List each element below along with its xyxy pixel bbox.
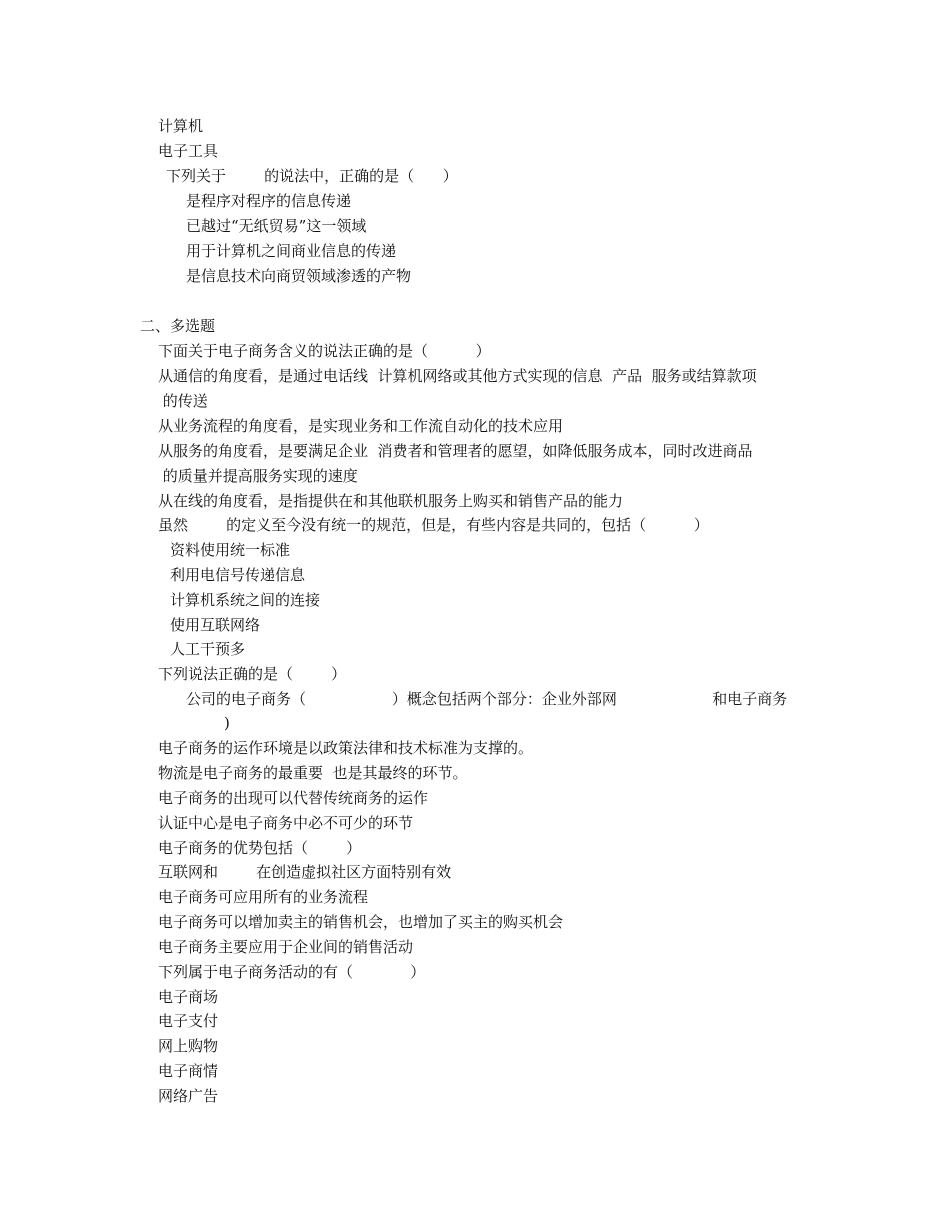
option-text: 人工干预多 bbox=[170, 640, 246, 658]
option-text: 网上购物 bbox=[158, 1037, 219, 1055]
question-text: 下列属于电子商务活动的有（ ） bbox=[158, 963, 426, 981]
option-text-continued: ) bbox=[224, 714, 230, 732]
option-text: 电子商务的出现可以代替传统商务的运作 bbox=[158, 789, 429, 807]
list-item: 计算机 bbox=[158, 117, 204, 135]
option-text-continued: 的质量并提高服务实现的速度 bbox=[158, 467, 358, 485]
option-text: 使用互联网络 bbox=[170, 616, 261, 634]
option-text: 是程序对程序的信息传递 bbox=[186, 192, 352, 210]
option-text: 电子商场 bbox=[158, 988, 219, 1006]
option-text: 从在线的角度看，是指提供在和其他联机服务上购买和销售产品的能力 bbox=[158, 492, 624, 510]
option-text: 已越过“无纸贸易”这一领域 bbox=[186, 217, 367, 235]
option-text: 从通信的角度看，是通过电话线 计算机网络或其他方式实现的信息 产品 服务或结算款项 bbox=[158, 367, 757, 385]
question-text: 下列关于 的说法中，正确的是（ ） bbox=[166, 167, 458, 185]
list-item: 电子工具 bbox=[158, 142, 219, 160]
option-text: 电子商务可应用所有的业务流程 bbox=[158, 888, 369, 906]
option-text: 从业务流程的角度看，是实现业务和工作流自动化的技术应用 bbox=[158, 417, 564, 435]
option-text: 互联网和 在创造虚拟社区方面特别有效 bbox=[158, 863, 452, 881]
section-heading: 二、多选题 bbox=[140, 317, 216, 335]
question-text: 电子商务的优势包括（ ） bbox=[158, 839, 362, 857]
option-text: 物流是电子商务的最重要 也是其最终的环节。 bbox=[158, 764, 468, 782]
option-text: 资料使用统一标准 bbox=[170, 541, 291, 559]
option-text: 计算机系统之间的连接 bbox=[170, 591, 321, 609]
option-text: 利用电信号传递信息 bbox=[170, 566, 306, 584]
option-text-continued: 的传送 bbox=[158, 392, 208, 410]
option-text: 从服务的角度看，是要满足企业 消费者和管理者的愿望，如降低服务成本，同时改进商品 bbox=[158, 442, 753, 460]
question-text: 下列说法正确的是（ ） bbox=[158, 665, 347, 683]
question-text: 虽然 的定义至今没有统一的规范，但是，有些内容是共同的，包括（ ） bbox=[158, 516, 709, 534]
option-text: 网络广告 bbox=[158, 1087, 219, 1105]
option-text: 认证中心是电子商务中必不可少的环节 bbox=[158, 814, 414, 832]
option-text: 公司的电子商务（ ）概念包括两个部分：企业外部网 和电子商务 bbox=[186, 690, 788, 708]
option-text: 电子商务的运作环境是以政策法律和技术标准为支撑的。 bbox=[158, 739, 534, 757]
option-text: 用于计算机之间商业信息的传递 bbox=[186, 242, 397, 260]
question-text: 下面关于电子商务含义的说法正确的是（ ） bbox=[158, 342, 491, 360]
option-text: 电子商情 bbox=[158, 1062, 219, 1080]
option-text: 电子支付 bbox=[158, 1012, 219, 1030]
option-text: 是信息技术向商贸领域渗透的产物 bbox=[186, 267, 412, 285]
option-text: 电子商务可以增加卖主的销售机会，也增加了买主的购买机会 bbox=[158, 913, 564, 931]
option-text: 电子商务主要应用于企业间的销售活动 bbox=[158, 938, 414, 956]
